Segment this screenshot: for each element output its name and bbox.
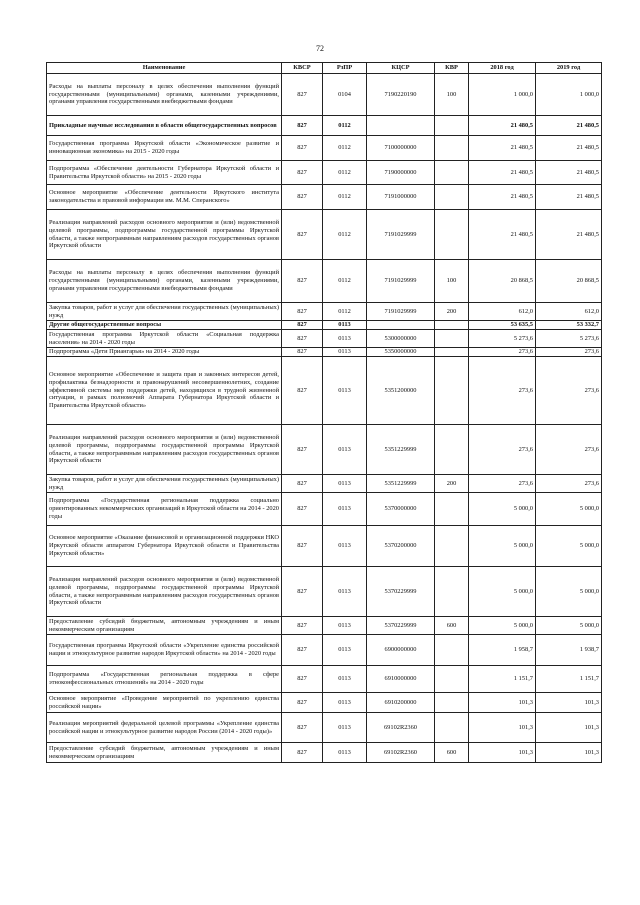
cell-rzpr: 0113 [323,475,367,493]
cell-kvsr: 827 [282,330,323,348]
cell-2019: 21 480,5 [536,161,602,185]
cell-2018: 273,6 [469,357,536,425]
cell-name: Подпрограмма «Государственная региональная поддержка в сфере этноконфессиональных отношений» на 2014 - 2020 годы [47,666,282,693]
cell-kcsr: 7191000000 [367,185,435,210]
cell-rzpr: 0113 [323,567,367,617]
cell-kvsr: 827 [282,617,323,635]
cell-kvsr: 827 [282,425,323,475]
cell-kcsr: 5300000000 [367,330,435,348]
cell-kvr: 100 [435,260,469,303]
cell-2018: 53 635,5 [469,321,536,330]
cell-kvsr: 827 [282,743,323,763]
cell-kcsr: 5350000000 [367,348,435,357]
cell-2018: 5 273,6 [469,330,536,348]
cell-2019: 1 151,7 [536,666,602,693]
cell-rzpr: 0112 [323,116,367,136]
table-row [47,210,602,260]
cell-kvsr: 827 [282,116,323,136]
table-row [47,666,602,693]
cell-kcsr: 69102R2360 [367,743,435,763]
cell-name: Расходы на выплаты персоналу в целях обеспечения выполнения функций государственными (муниципальными) органами, казенными учреждениями, органами управления государственными внебюджетными фондами [47,74,282,116]
cell-kvsr: 827 [282,357,323,425]
cell-2019: 1 938,7 [536,635,602,666]
cell-kvsr: 827 [282,185,323,210]
cell-kvr [435,666,469,693]
cell-kvsr: 827 [282,693,323,713]
cell-name: Реализация мероприятий федеральной целевой программы «Укрепление единства российской нации и этнокультурное развитие народов России (2014 - 2020 годы)» [47,713,282,743]
cell-rzpr: 0112 [323,161,367,185]
table-header-row [47,63,602,74]
cell-2019: 1 000,0 [536,74,602,116]
cell-kvr [435,713,469,743]
cell-2019: 53 332,7 [536,321,602,330]
cell-2018: 21 480,5 [469,185,536,210]
cell-kvr [435,425,469,475]
cell-2018: 5 000,0 [469,617,536,635]
page-number: 72 [316,44,324,53]
cell-rzpr: 0113 [323,713,367,743]
cell-kcsr: 7190220190 [367,74,435,116]
cell-kvr [435,136,469,161]
cell-kvsr: 827 [282,526,323,567]
cell-kcsr: 7190000000 [367,161,435,185]
cell-rzpr: 0113 [323,330,367,348]
cell-kvsr: 827 [282,161,323,185]
cell-2018: 21 480,5 [469,210,536,260]
cell-2019: 101,3 [536,693,602,713]
cell-kvr [435,116,469,136]
table-row [47,493,602,526]
cell-kvr [435,493,469,526]
table-row [47,567,602,617]
cell-2018: 1 958,7 [469,635,536,666]
cell-kcsr: 5370229999 [367,567,435,617]
cell-kvr [435,210,469,260]
cell-name: Основное мероприятие «Обеспечение деятельности Иркутского института законодательства и правовой информации им. М.М. Сперанского» [47,185,282,210]
cell-kvr [435,321,469,330]
table-row [47,303,602,321]
cell-name: Основное мероприятие «Обеспечение и защита прав и законных интересов детей, профилактика безнадзорности и правонарушений несовершеннолетних, создание эффективной системы мер поддержки детей, находящихся в трудной жизненной ситуации, в рамках полномочий Аппарата Губернатора Иркутской области и Правительства Иркутской области» [47,357,282,425]
table-row [47,526,602,567]
cell-rzpr: 0113 [323,635,367,666]
cell-rzpr: 0113 [323,693,367,713]
cell-kvsr: 827 [282,348,323,357]
cell-rzpr: 0112 [323,303,367,321]
header-2018: 2018 год [469,63,536,74]
cell-name: Предоставление субсидий бюджетным, автономным учреждениям и иным некоммерческим организациям [47,743,282,763]
cell-rzpr: 0113 [323,425,367,475]
cell-2019: 21 480,5 [536,116,602,136]
cell-2018: 20 868,5 [469,260,536,303]
cell-kvsr: 827 [282,475,323,493]
cell-kcsr: 7191029999 [367,260,435,303]
cell-2019: 612,0 [536,303,602,321]
table-row [47,475,602,493]
cell-name: Реализация направлений расходов основного мероприятия и (или) ведомственной целевой программы, подпрограммы государственной программы Иркутской области, а также непрограммным направлениям расходов государственных органов Иркутской области [47,425,282,475]
header-name: Наименование [47,63,282,74]
table-row [47,74,602,116]
table-row [47,743,602,763]
cell-2019: 273,6 [536,425,602,475]
cell-kcsr: 7191029999 [367,210,435,260]
cell-kvsr: 827 [282,635,323,666]
cell-kcsr: 7100000000 [367,136,435,161]
cell-rzpr: 0113 [323,348,367,357]
table-row [47,136,602,161]
cell-name: Реализация направлений расходов основного мероприятия и (или) ведомственной целевой программы, подпрограммы государственной программы Иркутской области, а также непрограммным направлениям расходов государственных органов Иркутской области [47,567,282,617]
cell-rzpr: 0112 [323,210,367,260]
cell-kvsr: 827 [282,666,323,693]
budget-table [46,62,602,763]
cell-2018: 5 000,0 [469,567,536,617]
cell-2018: 612,0 [469,303,536,321]
table-row [47,116,602,136]
cell-name: Подпрограмма «Обеспечение деятельности Губернатора Иркутской области и Правительства Иркутской области» на 2015 - 2020 годы [47,161,282,185]
cell-rzpr: 0104 [323,74,367,116]
table-body [47,74,602,763]
cell-name: Государственная программа Иркутской области «Укрепление единства российской нации и этнокультурное развитие народов Иркутской области» на 2014 - 2020 годы [47,635,282,666]
cell-2019: 21 480,5 [536,210,602,260]
cell-name: Другие общегосударственные вопросы [47,321,282,330]
cell-2019: 5 000,0 [536,493,602,526]
cell-2018: 101,3 [469,693,536,713]
cell-2018: 21 480,5 [469,136,536,161]
table-row [47,260,602,303]
table-row [47,425,602,475]
cell-kcsr: 5351229999 [367,475,435,493]
header-kvsr: КВСР [282,63,323,74]
cell-2018: 21 480,5 [469,161,536,185]
cell-kvr [435,693,469,713]
cell-2018: 273,6 [469,475,536,493]
table-row [47,330,602,348]
cell-kvsr: 827 [282,210,323,260]
cell-2019: 101,3 [536,713,602,743]
cell-rzpr: 0113 [323,666,367,693]
cell-2019: 5 000,0 [536,617,602,635]
cell-kvsr: 827 [282,260,323,303]
table-row [47,693,602,713]
header-kcsr: КЦСР [367,63,435,74]
cell-kvr: 600 [435,617,469,635]
table-row [47,357,602,425]
cell-2018: 273,6 [469,348,536,357]
cell-name: Закупка товаров, работ и услуг для обеспечения государственных (муниципальных) нужд [47,303,282,321]
table-row [47,635,602,666]
cell-kcsr: 5351229999 [367,425,435,475]
table-row [47,713,602,743]
cell-2019: 273,6 [536,475,602,493]
cell-2018: 5 000,0 [469,526,536,567]
cell-name: Закупка товаров, работ и услуг для обеспечения государственных (муниципальных) нужд [47,475,282,493]
cell-kcsr: 5370229999 [367,617,435,635]
cell-2018: 273,6 [469,425,536,475]
cell-kcsr: 5370200000 [367,526,435,567]
cell-rzpr: 0113 [323,321,367,330]
cell-kvr [435,161,469,185]
cell-kvr [435,567,469,617]
cell-name: Прикладные научные исследования в области общегосударственных вопросов [47,116,282,136]
cell-2019: 21 480,5 [536,136,602,161]
cell-rzpr: 0112 [323,136,367,161]
table-row [47,617,602,635]
cell-kvsr: 827 [282,303,323,321]
cell-kvr [435,526,469,567]
cell-name: Основное мероприятие «Проведение мероприятий по укреплению единства российской нации» [47,693,282,713]
cell-kvr [435,357,469,425]
cell-kcsr: 6910200000 [367,693,435,713]
cell-rzpr: 0112 [323,260,367,303]
cell-name: Основное мероприятие «Оказание финансовой и организационной поддержки НКО Иркутской области аппаратом Губернатора Иркутской области и Правительства Иркутской области» [47,526,282,567]
cell-name: Расходы на выплаты персоналу в целях обеспечения выполнения функций государственными (муниципальными) органами, казенными учреждениями, органами управления государственными внебюджетными фондами [47,260,282,303]
cell-2018: 21 480,5 [469,116,536,136]
cell-2018: 101,3 [469,713,536,743]
cell-kcsr: 6910000000 [367,666,435,693]
cell-rzpr: 0113 [323,617,367,635]
cell-rzpr: 0113 [323,493,367,526]
cell-rzpr: 0113 [323,357,367,425]
cell-2019: 5 273,6 [536,330,602,348]
cell-kvr [435,330,469,348]
cell-rzpr: 0113 [323,526,367,567]
header-rzpr: РзПР [323,63,367,74]
cell-2018: 5 000,0 [469,493,536,526]
cell-2019: 101,3 [536,743,602,763]
cell-name: Подпрограмма «Государственная региональная поддержка социально ориентированных некоммерческих организаций в Иркутской области на 2014 - 2020 годы [47,493,282,526]
cell-2019: 21 480,5 [536,185,602,210]
cell-kvsr: 827 [282,136,323,161]
cell-rzpr: 0113 [323,743,367,763]
cell-name: Реализация направлений расходов основного мероприятия и (или) ведомственной целевой программы, подпрограммы государственной программы Иркутской области, а также непрограммным направлениям расходов государственных органов Иркутской области [47,210,282,260]
cell-2019: 5 000,0 [536,526,602,567]
cell-kcsr: 69102R2360 [367,713,435,743]
header-kvr: КВР [435,63,469,74]
cell-name: Государственная программа Иркутской области «Социальная поддержка населения» на 2014 - 2020 годы [47,330,282,348]
cell-kvr: 100 [435,74,469,116]
cell-kvr: 600 [435,743,469,763]
cell-kcsr: 5370000000 [367,493,435,526]
cell-kvsr: 827 [282,321,323,330]
table-row [47,348,602,357]
cell-kcsr: 6900000000 [367,635,435,666]
cell-kcsr: 5351200000 [367,357,435,425]
cell-2019: 273,6 [536,357,602,425]
cell-name: Подпрограмма «Дети Приангарья» на 2014 - 2020 годы [47,348,282,357]
table-row [47,185,602,210]
cell-kvsr: 827 [282,493,323,526]
cell-kcsr [367,116,435,136]
cell-2019: 273,6 [536,348,602,357]
cell-kvr [435,185,469,210]
table-row [47,321,602,330]
cell-2019: 5 000,0 [536,567,602,617]
cell-2018: 1 000,0 [469,74,536,116]
cell-name: Предоставление субсидий бюджетным, автономным учреждениям и иным некоммерческим организациям [47,617,282,635]
cell-kvsr: 827 [282,74,323,116]
cell-2018: 101,3 [469,743,536,763]
cell-kvsr: 827 [282,713,323,743]
header-2019: 2019 год [536,63,602,74]
cell-kcsr: 7191029999 [367,303,435,321]
cell-kvr: 200 [435,303,469,321]
cell-name: Государственная программа Иркутской области «Экономическое развитие и инновационная экономика» на 2015 - 2020 годы [47,136,282,161]
table-row [47,161,602,185]
cell-kvr [435,635,469,666]
cell-kvr [435,348,469,357]
cell-kvr: 200 [435,475,469,493]
cell-kcsr [367,321,435,330]
cell-kvsr: 827 [282,567,323,617]
cell-2018: 1 151,7 [469,666,536,693]
cell-rzpr: 0112 [323,185,367,210]
cell-2019: 20 868,5 [536,260,602,303]
